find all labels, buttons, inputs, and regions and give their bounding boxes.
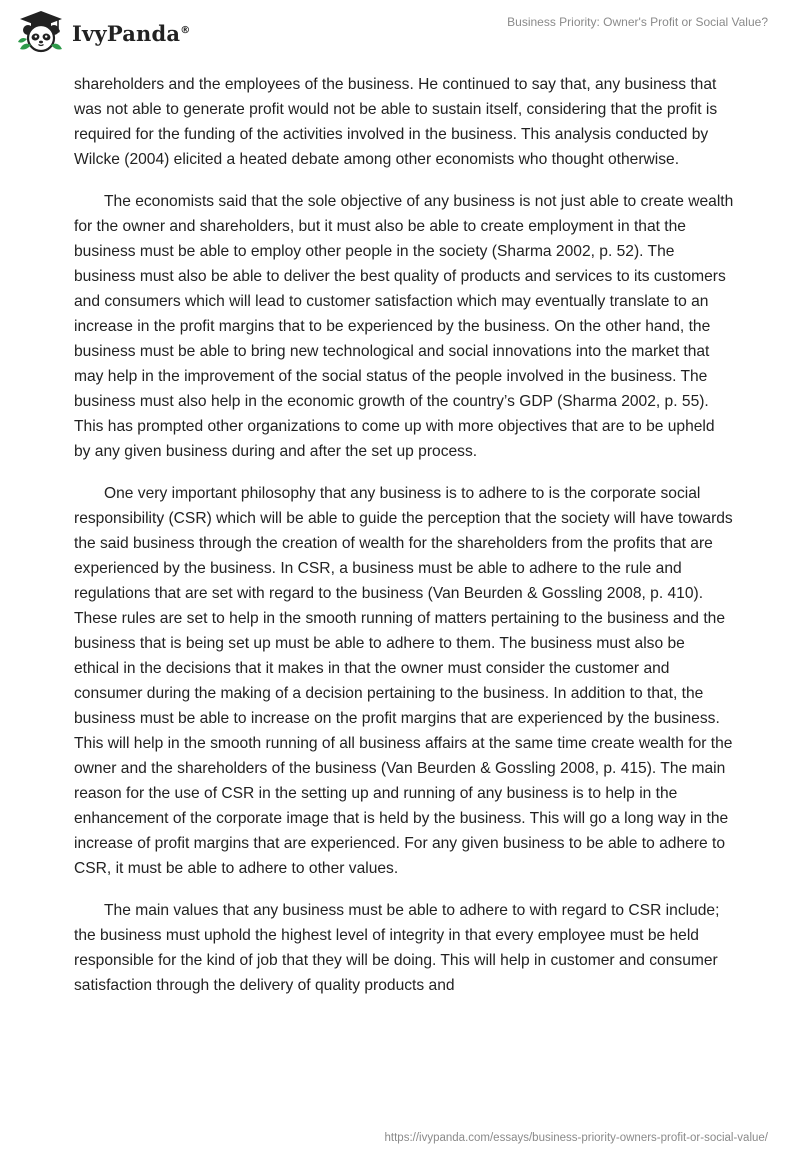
paragraph: One very important philosophy that any business is to adhere to is the corporate social responsibility (CSR) which will be able to guide the perception that the society will have towards the said business through the creation of wealth for the shareholders from the profits that are experienced by the business. In CSR, a business must be able to adhere to the rule and regulations that are set with regard to the business (Van Beurden & Gossling 2008, p. 410). These rules are set to help in the smooth running of matters pertaining to the business and the business that is being set up must be able to adhere to them. The business must also be ethical in the decisions that it makes in that the owner must consider the customer and consumer during the making of a decision pertaining to the business. In addition to that, the business must be able to increase on the profit margins that are experienced by the business. This will help in the smooth running of all business affairs at the same time create wealth for the owner and the shareholders of the business (Van Beurden & Gossling 2008, p. 415). The main reason for the use of CSR in the setting up and running of any business is to help in the enhancement of the corporate image that is held by the business. This will go a long way in the increase of profit margins that are experienced. For any given business to be able to adhere to CSR, it must be able to adhere to other values. bbox=[74, 485, 733, 877]
panda-graduate-icon bbox=[16, 9, 66, 55]
essay-body bbox=[74, 72, 734, 1015]
paragraph: The economists said that the sole objective of any business is not just able to create wealth for the owner and shareholders, but it must also be able to create employment in that the business must be able to employ other people in the society (Sharma 2002, p. 52). The business must also be able to deliver the best quality of products and services to its customers and consumers which will lead to customer satisfaction which may eventually translate to an increase in the profit margins that to be experienced by the business. On the other hand, the business must be able to bring new technological and social innovations into the market that may help in the improvement of the social status of the people involved in the business. The business must also help in the economic growth of the country’s GDP (Sharma 2002, p. 55). This has prompted other organizations to come up with more objectives that are to be upheld by any given business during and after the set up process. bbox=[74, 193, 734, 460]
page-header bbox=[0, 0, 800, 62]
paragraph: The main values that any business must be able to adhere to with regard to CSR include; the business must uphold the highest level of integrity in that every employee must be held responsible for the kind of job that they will be doing. This will help in customer and consumer satisfaction through the delivery of quality products and bbox=[74, 902, 720, 994]
document-title: Business Priority: Owner's Profit or Social Value? bbox=[507, 15, 768, 29]
brand-logo[interactable] bbox=[16, 9, 190, 55]
paragraph: shareholders and the employees of the business. He continued to say that, any business that was not able to generate profit would not be able to sustain itself, considering that the profit is required for the funding of the activities involved in the business. This analysis conducted by Wilcke (2004) elicited a heated debate among other economists who thought otherwise. bbox=[74, 76, 718, 168]
source-url[interactable]: https://ivypanda.com/essays/business-priority-owners-profit-or-social-value/ bbox=[384, 1132, 768, 1144]
brand-name: IvyPanda® bbox=[72, 20, 191, 46]
